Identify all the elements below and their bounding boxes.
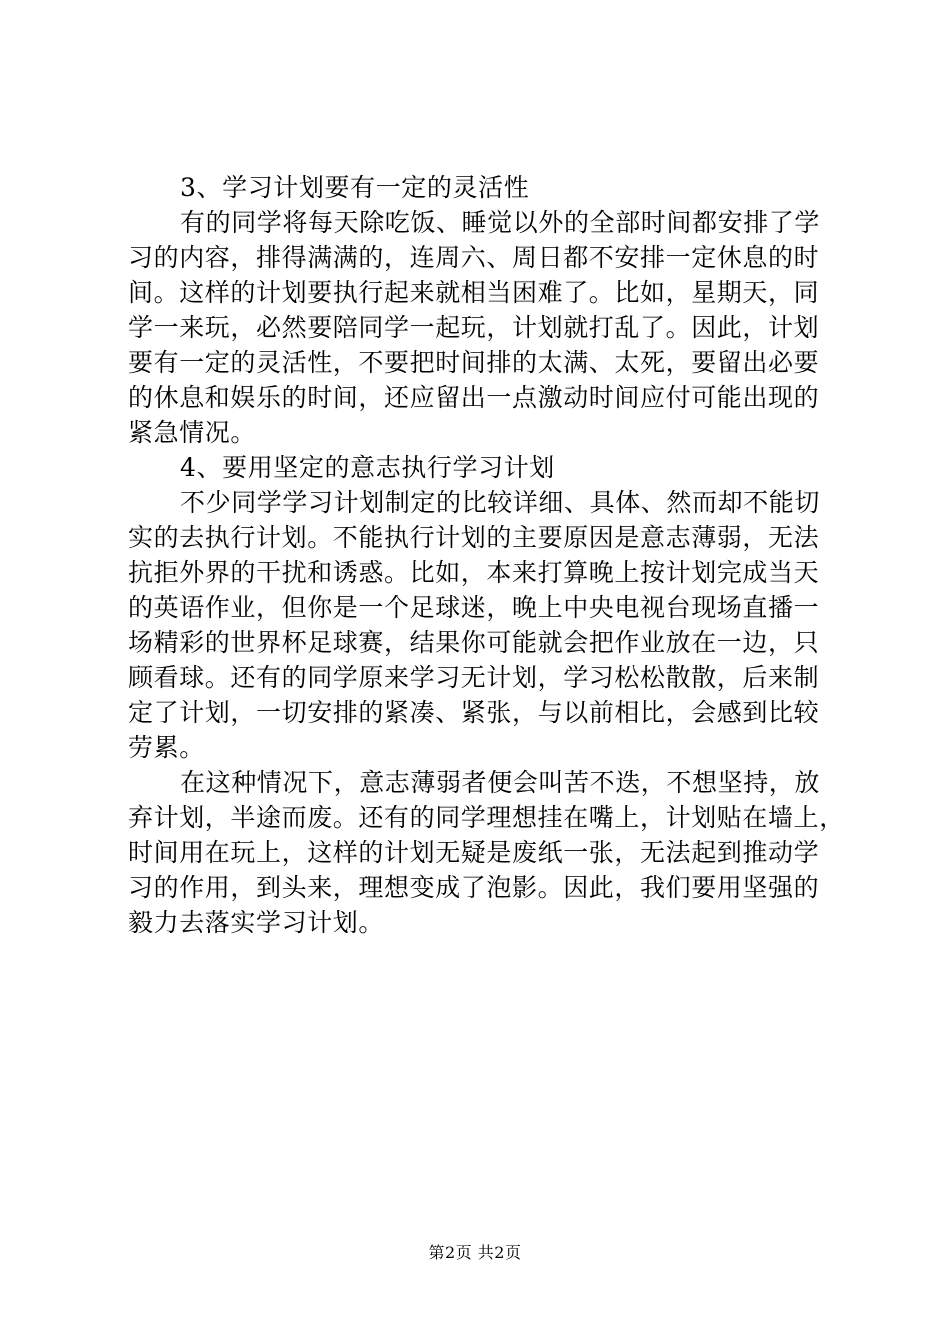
text-line: 间。这样的计划要执行起来就相当困难了。比如，星期天，同 xyxy=(128,278,820,307)
text-line: 不少同学学习计划制定的比较详细、具体、然而却不能切 xyxy=(180,488,821,517)
text-line: 场精彩的世界杯足球赛，结果你可能就会把作业放在一边，只 xyxy=(128,628,820,657)
text-line: 要有一定的灵活性，不要把时间排的太满、太死，要留出必要 xyxy=(128,348,820,377)
text-line: 抗拒外界的干扰和诱惑。比如，本来打算晚上按计划完成当天 xyxy=(128,558,820,587)
text-line: 时间用在玩上，这样的计划无疑是废纸一张，无法起到推动学 xyxy=(128,838,820,867)
text-line: 3、学习计划要有一定的灵活性 xyxy=(180,173,530,202)
page-number-label: 第2页 共2页 xyxy=(428,1243,522,1262)
text-line: 实的去执行计划。不能执行计划的主要原因是意志薄弱，无法 xyxy=(128,523,820,552)
text-line: 毅力去落实学习计划。 xyxy=(128,908,385,937)
text-line: 顾看球。还有的同学原来学习无计划，学习松松散散，后来制 xyxy=(128,663,820,692)
text-line: 定了计划，一切安排的紧凑、紧张，与以前相比，会感到比较 xyxy=(128,698,820,727)
text-line: 紧急情况。 xyxy=(128,418,257,447)
text-line: 有的同学将每天除吃饭、睡觉以外的全部时间都安排了学 xyxy=(180,208,821,237)
text-line: 习的作用，到头来，理想变成了泡影。因此，我们要用坚强的 xyxy=(128,873,820,902)
document-body xyxy=(128,170,845,940)
text-line: 在这种情况下，意志薄弱者便会叫苦不迭，不想坚持，放 xyxy=(180,768,821,797)
page-footer xyxy=(0,1243,950,1263)
text-line: 弃计划，半途而废。还有的同学理想挂在嘴上，计划贴在墙上， xyxy=(128,803,845,832)
text-line: 劳累。 xyxy=(128,733,205,762)
text-line: 习的内容，排得满满的，连周六、周日都不安排一定休息的时 xyxy=(128,243,820,272)
text-line: 4、要用坚定的意志执行学习计划 xyxy=(180,453,555,482)
text-line: 学一来玩，必然要陪同学一起玩，计划就打乱了。因此，计划 xyxy=(128,313,820,342)
text-line: 的英语作业，但你是一个足球迷，晚上中央电视台现场直播一 xyxy=(128,593,820,622)
text-line: 的休息和娱乐的时间，还应留出一点激动时间应付可能出现的 xyxy=(128,383,820,412)
